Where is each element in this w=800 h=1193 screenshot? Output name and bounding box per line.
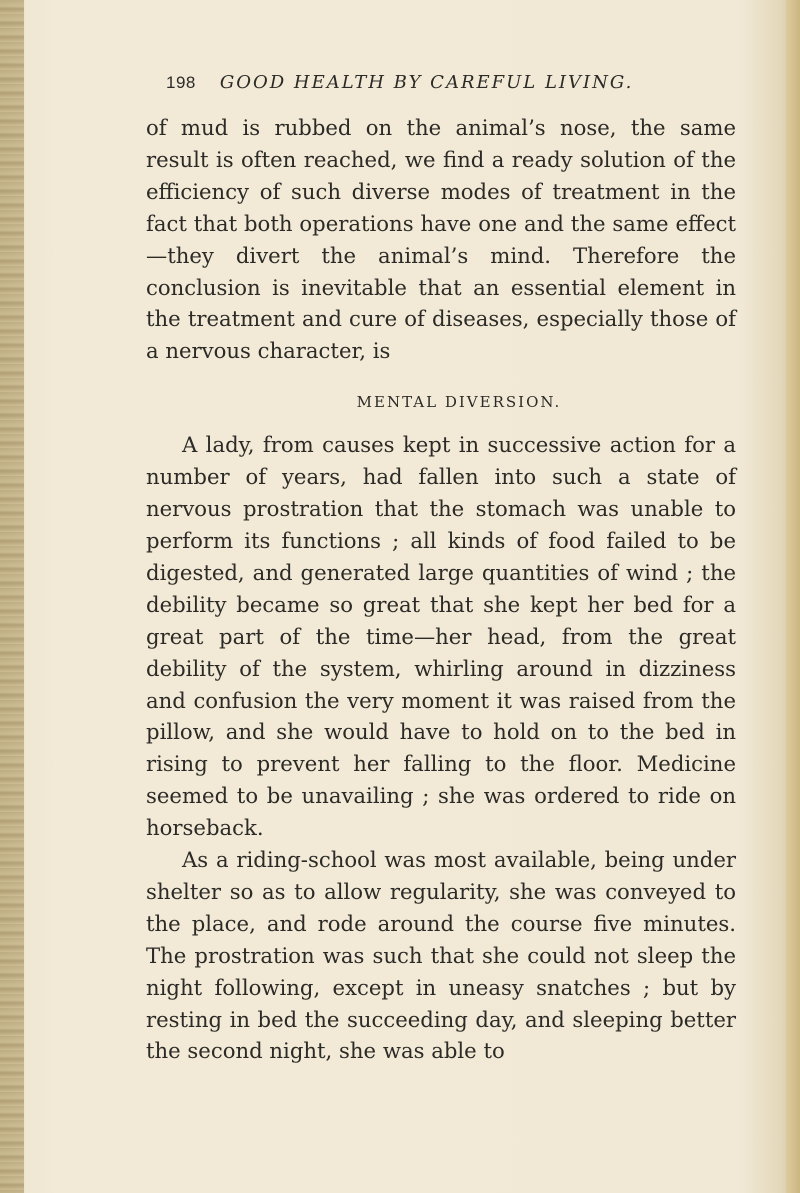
paragraph-riding-school: As a riding-school was most available, being under shelter so as to allow regularity, she was conveyed to the place, and rode around the course five minutes. The prostration was such that she could not sleep the night following, except in uneasy snatches ; but by resting in bed the succeeding day, and sleeping better the second night, she was able to	[146, 847, 736, 1064]
page-number: 198	[166, 73, 196, 92]
paragraph-lady-case: A lady, from causes kept in successive action for a number of years, had fallen into such a state of nervous prostration that the stomach was unable to perform its functions ; all kinds of food failed to be digested, and generated large quantities of wind ; the debility became so great that she kept her bed for a great part of the time—her head, from the great debility of the system, whirling around in dizziness and confusion the very moment it was raised from the pillow, and she would have to hold on to the bed in rising to prevent her falling to the floor. Medicine seemed to be unavailing ; she was ordered to ride on horseback.	[146, 432, 736, 841]
section-heading: MENTAL DIVERSION.	[356, 393, 562, 412]
page-content	[146, 72, 736, 1067]
page-edge-right	[786, 0, 800, 1193]
paragraph-continued: of mud is rubbed on the animal’s nose, the same result is often reached, we find a ready solution of the efficiency of such diverse modes of treatment in the fact that both operations have one and the same effect—they divert the animal’s mind. Therefore the conclusion is inevitable that an essential element in the treatment and cure of diseases, especially those of a nervous character, is	[146, 115, 736, 364]
running-head	[146, 72, 736, 112]
binding-gutter-left	[0, 0, 24, 1193]
running-title: GOOD HEALTH BY CAREFUL LIVING.	[219, 72, 634, 93]
